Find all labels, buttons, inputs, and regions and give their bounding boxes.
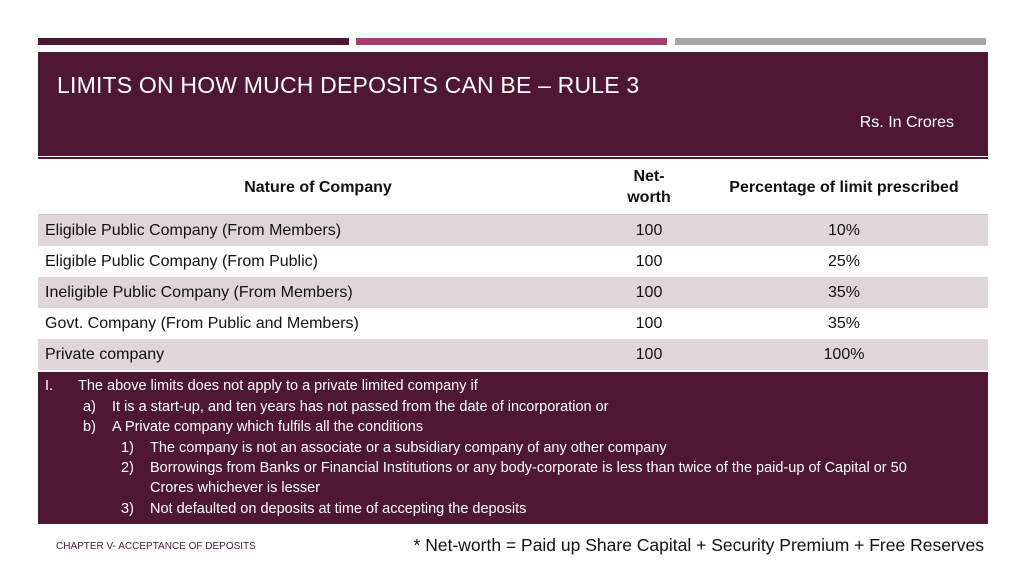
title-divider — [38, 157, 988, 159]
note-marker: a) — [83, 399, 96, 415]
cell-limit: 100% — [700, 339, 988, 370]
header-limit: Percentage of limit prescribed — [700, 160, 988, 215]
cell-net-worth: 100 — [635, 314, 663, 332]
table-row — [38, 277, 988, 308]
cell-limit: 35% — [827, 314, 861, 332]
cell-net-worth: 100 — [598, 277, 700, 308]
cell-nature: Govt. Company (From Public and Members) — [45, 314, 359, 332]
note-marker: 2) — [121, 460, 134, 476]
note-text: The company is not an associate or a subsidiary company of any other company — [150, 440, 667, 456]
cell-limit: 35% — [700, 277, 988, 308]
note-marker: 1) — [121, 440, 134, 456]
condition-2-continued: Crores whichever is lesser — [150, 480, 321, 496]
accent-bar-left — [38, 38, 349, 45]
cell-nature: Eligible Public Company (From Members) — [38, 215, 598, 247]
net-worth-footnote: * Net-worth = Paid up Share Capital + Security Premium + Free Reserves — [413, 535, 984, 555]
note-marker: 3) — [121, 501, 134, 517]
cell-nature: Ineligible Public Company (From Members) — [38, 277, 598, 308]
note-marker: b) — [83, 419, 96, 435]
cell-net-worth: 100 — [598, 339, 700, 370]
chapter-footer: CHAPTER V- ACCEPTANCE OF DEPOSITS — [56, 541, 256, 552]
note-text: The above limits does not apply to a private limited company if — [78, 378, 478, 394]
exemption-notes — [38, 372, 988, 524]
note-text: Not defaulted on deposits at time of accepting the deposits — [150, 501, 527, 517]
table-row — [38, 308, 988, 339]
cell-net-worth: 100 — [635, 252, 663, 270]
slide-title: LIMITS ON HOW MUCH DEPOSITS CAN BE – RULE 3 — [57, 72, 640, 98]
limits-table — [38, 160, 988, 370]
note-text: A Private company which fulfils all the conditions — [112, 419, 424, 435]
units-label: Rs. In Crores — [859, 114, 954, 131]
cell-nature: Eligible Public Company (From Public) — [45, 252, 318, 270]
note-text: It is a start-up, and ten years has not passed from the date of incorporation or — [112, 399, 609, 415]
header-nature: Nature of Company — [38, 160, 598, 215]
table-row — [38, 215, 988, 247]
cell-limit: 10% — [700, 215, 988, 247]
table-header-row — [38, 160, 988, 215]
title-band — [38, 52, 988, 156]
cell-limit: 25% — [827, 252, 861, 270]
note-text: Borrowings from Banks or Financial Institutions or any body-corporate is less than twice of the paid-up of Capital or 50 — [150, 460, 907, 476]
table-row — [38, 339, 988, 370]
header-net-worth: Net- worth — [598, 160, 700, 215]
accent-bar-middle — [356, 38, 667, 45]
table-row — [38, 246, 988, 277]
accent-bar-right — [675, 38, 986, 45]
note-marker: I. — [45, 378, 54, 394]
cell-net-worth: 100 — [598, 215, 700, 247]
cell-nature: Private company — [38, 339, 598, 370]
